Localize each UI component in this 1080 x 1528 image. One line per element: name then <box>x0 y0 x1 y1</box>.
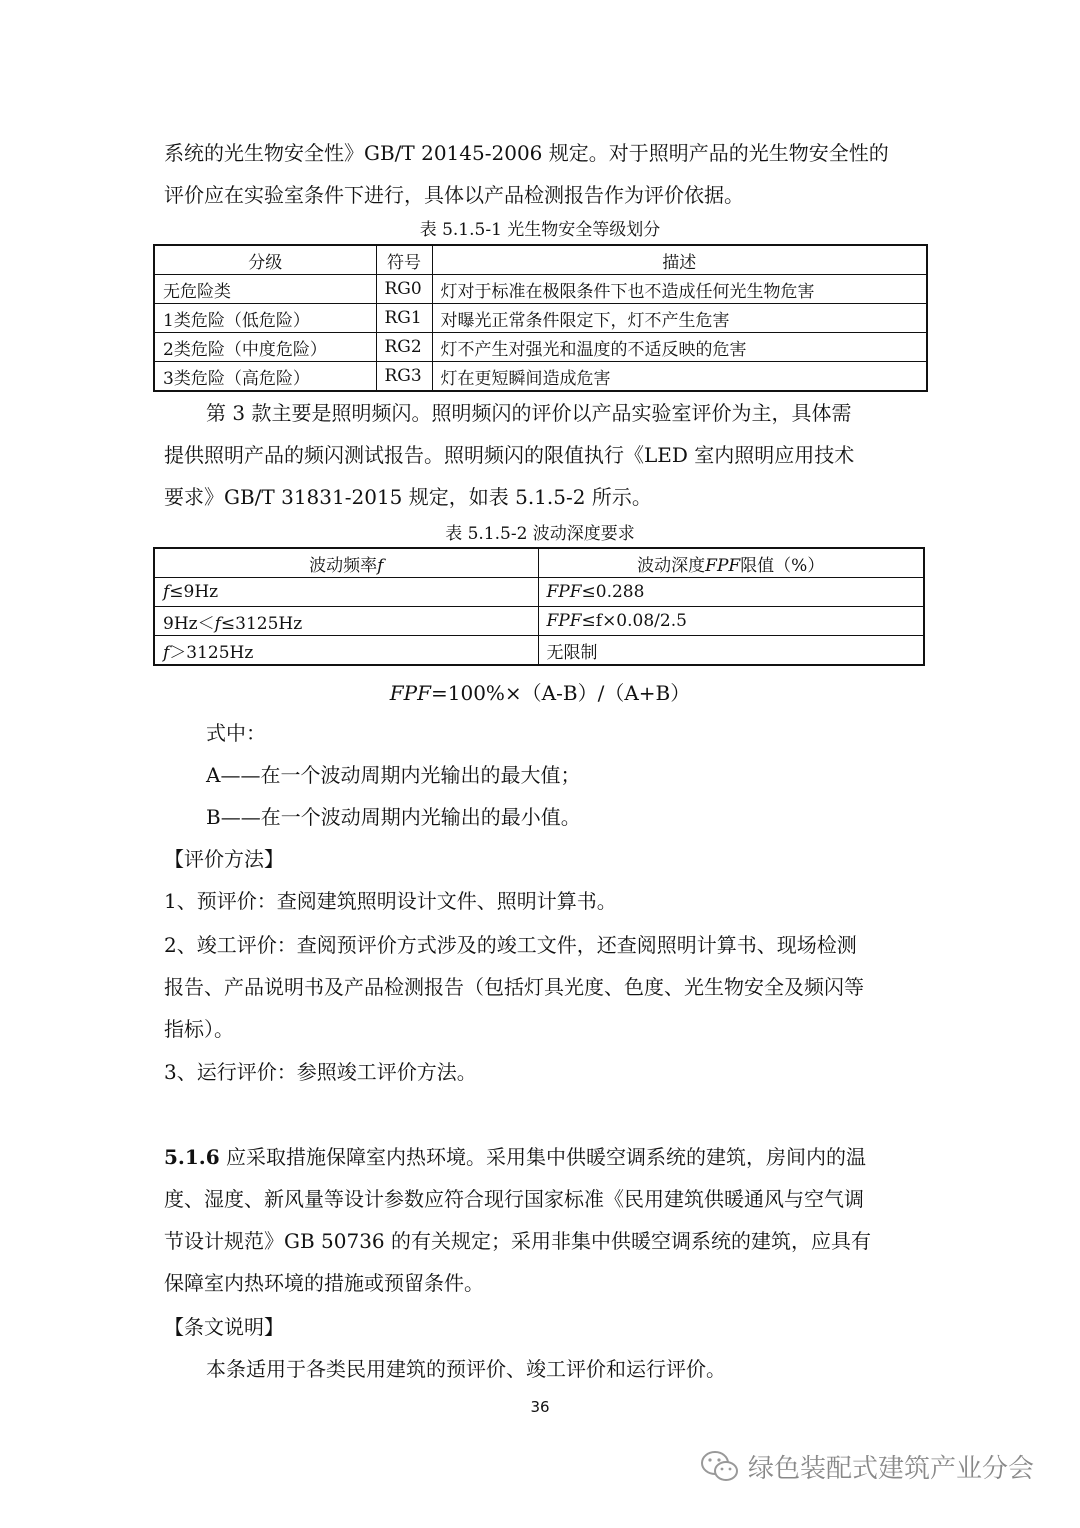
table-cell: 灯在更短瞬间造成危害 <box>432 362 927 392</box>
clause-line-4: 保障室内热环境的措施或预留条件。 <box>164 1271 484 1295</box>
method-item-3: 3、运行评价：参照竣工评价方法。 <box>164 1060 477 1084</box>
clause-line-2: 度、湿度、新风量等设计参数应符合现行国家标准《民用建筑供暖通风与空气调 <box>164 1187 864 1211</box>
table-header: 波动深度FPF限值（%） <box>538 548 924 578</box>
watermark-text: 绿色装配式建筑产业分会 <box>748 1454 1035 1484</box>
table-header-row <box>154 245 927 275</box>
fpf-formula: FPF=100%×（A-B）/（A+B） <box>389 681 691 705</box>
table-row <box>154 578 924 607</box>
para3-line-3: 要求》GB/T 31831-2015 规定，如表 5.1.5-2 所示。 <box>164 485 652 509</box>
table-cell: 灯对于标准在极限条件下也不造成任何光生物危害 <box>432 275 927 304</box>
table-cell: 无限制 <box>538 636 924 666</box>
table-row <box>154 362 927 392</box>
fpf-table <box>153 547 925 666</box>
table-cell: FPF≤f×0.08/2.5 <box>538 607 924 636</box>
table-cell: 1类危险（低危险） <box>154 304 376 333</box>
table-cell: RG1 <box>376 304 432 333</box>
table-cell: FPF≤0.288 <box>538 578 924 607</box>
method-heading: 【评价方法】 <box>164 847 284 871</box>
clause-number: 5.1.6 <box>164 1145 220 1169</box>
table-cell: 2类危险（中度危险） <box>154 333 376 362</box>
intro-line-2: 评价应在实验室条件下进行，具体以产品检测报告作为评价依据。 <box>164 183 744 207</box>
table-header: 波动频率f <box>154 548 538 578</box>
table-cell: RG3 <box>376 362 432 392</box>
table-header: 分级 <box>154 245 376 275</box>
table-cell: 对曝光正常条件限定下，灯不产生危害 <box>432 304 927 333</box>
method-item-1: 1、预评价：查阅建筑照明设计文件、照明计算书。 <box>164 889 617 913</box>
table2-caption: 表 5.1.5-2 波动深度要求 <box>445 524 635 544</box>
bio-safety-table <box>153 244 928 392</box>
intro-line-1: 系统的光生物安全性》GB/T 20145-2006 规定。对于照明产品的光生物安全性的 <box>164 141 889 165</box>
table-cell: RG2 <box>376 333 432 362</box>
clause-line-1: 5.1.6 应采取措施保障室内热环境。采用集中供暖空调系统的建筑，房间内的温 <box>164 1145 867 1169</box>
table-cell: 9Hz＜f≤3125Hz <box>154 607 538 636</box>
where-label: 式中： <box>206 721 266 745</box>
table-header: 符号 <box>376 245 432 275</box>
table-header-row <box>154 548 924 578</box>
table-cell: 无危险类 <box>154 275 376 304</box>
table-row <box>154 607 924 636</box>
table-cell: f＞3125Hz <box>154 636 538 666</box>
where-a: A——在一个波动周期内光输出的最大值； <box>206 763 581 787</box>
explain-text: 本条适用于各类民用建筑的预评价、竣工评价和运行评价。 <box>206 1357 726 1381</box>
table-row <box>154 333 927 362</box>
method-item-2-line-2: 报告、产品说明书及产品检测报告（包括灯具光度、色度、光生物安全及频闪等 <box>164 975 864 999</box>
table-row <box>154 275 927 304</box>
table-header: 描述 <box>432 245 927 275</box>
where-b: B——在一个波动周期内光输出的最小值。 <box>206 805 581 829</box>
wechat-icon <box>700 1450 740 1484</box>
watermark <box>700 1448 1034 1485</box>
page-number: 36 <box>530 1398 550 1416</box>
table-row <box>154 636 924 666</box>
table1-caption: 表 5.1.5-1 光生物安全等级划分 <box>419 220 661 240</box>
table-cell: RG0 <box>376 275 432 304</box>
method-item-2-line-1: 2、竣工评价：查阅预评价方式涉及的竣工文件，还查阅照明计算书、现场检测 <box>164 933 857 957</box>
clause-line-3: 节设计规范》GB 50736 的有关规定；采用非集中供暖空调系统的建筑，应具有 <box>164 1229 872 1253</box>
table-cell: 灯不产生对强光和温度的不适反映的危害 <box>432 333 927 362</box>
explain-heading: 【条文说明】 <box>164 1315 284 1339</box>
table-row <box>154 304 927 333</box>
para3-line-2: 提供照明产品的频闪测试报告。照明频闪的限值执行《LED 室内照明应用技术 <box>164 443 855 467</box>
method-item-2-line-3: 指标）。 <box>164 1017 234 1041</box>
table-cell: f≤9Hz <box>154 578 538 607</box>
para3-line-1: 第 3 款主要是照明频闪。照明频闪的评价以产品实验室评价为主，具体需 <box>206 401 852 425</box>
table-cell: 3类危险（高危险） <box>154 362 376 392</box>
